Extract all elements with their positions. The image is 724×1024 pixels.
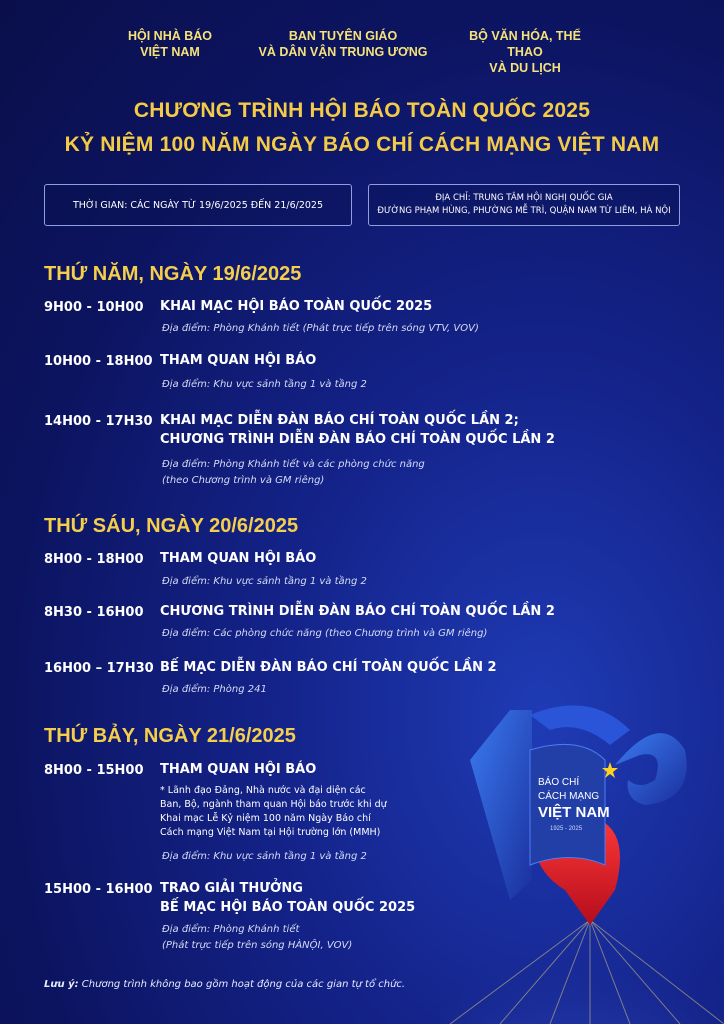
note-line: Cách mạng Việt Nam tại Hội trường lớn (MMH)	[160, 827, 381, 838]
event-time: 8H30 - 16H00	[44, 605, 144, 620]
event-location: Địa điểm: Khu vực sảnh tầng 1 và tầng 2	[162, 576, 367, 587]
event-location: Địa điểm: Phòng 241	[162, 684, 267, 695]
event-time: 8H00 - 18H00	[44, 552, 144, 567]
event-location-line2: (Phát trực tiếp trên sóng HÀNỘI, VOV)	[162, 940, 353, 951]
org-ministry-culture	[450, 28, 600, 76]
note-line: * Lãnh đạo Đảng, Nhà nước và đại diện các	[160, 785, 366, 796]
note-line: Khai mạc Lễ Kỷ niệm 100 năm Ngày Báo chí	[160, 813, 371, 824]
event-title: KHAI MẠC DIỄN ĐÀN BÁO CHÍ TOÀN QUỐC LẦN 2;	[160, 413, 519, 428]
event-title: BẾ MẠC DIỄN ĐÀN BÁO CHÍ TOÀN QUỐC LẦN 2	[160, 660, 497, 675]
event-location: Địa điểm: Khu vực sảnh tầng 1 và tầng 2	[162, 379, 367, 390]
event-time: 10H00 - 18H00	[44, 354, 153, 369]
org3-line1: BỘ VĂN HÓA, THỂ THAO	[469, 29, 581, 59]
event-title-line2: BẾ MẠC HỘI BÁO TOÀN QUỐC 2025	[160, 900, 416, 915]
logo-line3: VIỆT NAM	[538, 804, 610, 821]
footer-label: Lưu ý:	[44, 979, 79, 990]
day-heading: THỨ SÁU, NGÀY 20/6/2025	[44, 515, 299, 537]
event-title: THAM QUAN HỘI BÁO	[160, 551, 317, 566]
note-line: Ban, Bộ, ngành tham quan Hội báo trước khi dự	[160, 799, 387, 810]
event-location: Địa điểm: Phòng Khánh tiết (Phát trực tiếp trên sóng VTV, VOV)	[162, 323, 479, 334]
logo-line2: CÁCH MẠNG	[538, 791, 600, 802]
time-info-box	[44, 184, 352, 226]
event-title: KHAI MẠC HỘI BÁO TOÀN QUỐC 2025	[160, 299, 433, 314]
org1-line2: VIỆT NAM	[140, 45, 200, 59]
event-title: THAM QUAN HỘI BÁO	[160, 353, 317, 368]
event-title-line2: CHƯƠNG TRÌNH DIỄN ĐÀN BÁO CHÍ TOÀN QUỐC LẦN 2	[160, 432, 555, 447]
footer-note	[44, 979, 405, 990]
event-location: Địa điểm: Phòng Khánh tiết và các phòng chức năng	[162, 459, 425, 470]
page-subtitle: KỶ NIỆM 100 NĂM NGÀY BÁO CHÍ CÁCH MẠNG VIỆT NAM	[64, 133, 660, 156]
org-propaganda-commission	[258, 28, 428, 60]
day-heading: THỨ NĂM, NGÀY 19/6/2025	[44, 263, 302, 285]
org2-line1: BAN TUYÊN GIÁO	[288, 29, 398, 43]
event-location-line2: (theo Chương trình và GM riêng)	[162, 475, 325, 486]
blue-ribbon-top	[530, 705, 630, 745]
event-time: 15H00 - 16H00	[44, 882, 153, 897]
day-heading: THỨ BẢY, NGÀY 21/6/2025	[44, 725, 296, 747]
event-title: CHƯƠNG TRÌNH DIỄN ĐÀN BÁO CHÍ TOÀN QUỐC LẦN 2	[160, 604, 555, 619]
logo-years: 1925 - 2025	[550, 826, 583, 832]
footer-text: Chương trình không bao gồm hoạt động của các gian tự tổ chức.	[78, 979, 406, 990]
event-time: 16H00 – 17H30	[44, 661, 154, 676]
address-info-box	[368, 184, 680, 226]
event-time: 8H00 - 15H00	[44, 763, 144, 778]
event-title: THAM QUAN HỘI BÁO	[160, 762, 317, 777]
time-info: THỜI GIAN: CÁC NGÀY TỪ 19/6/2025 ĐẾN 21/6/2025	[72, 199, 323, 211]
anniversary-logo	[440, 650, 724, 1024]
event-title: TRAO GIẢI THƯỞNG	[160, 881, 303, 896]
org1-line1: HỘI NHÀ BÁO	[127, 29, 213, 43]
address-line2: ĐƯỜNG PHẠM HÙNG, PHƯỜNG MỄ TRÌ, QUẬN NAM TỪ LIÊM, HÀ NỘI	[377, 206, 671, 216]
org-vietnam-journalists-association	[120, 28, 220, 60]
event-time: 9H00 - 10H00	[44, 300, 144, 315]
address-line1: ĐỊA CHỈ: TRUNG TÂM HỘI NGHỊ QUỐC GIA	[435, 193, 613, 203]
event-time: 14H00 - 17H30	[44, 414, 153, 429]
org3-line2: VÀ DU LỊCH	[489, 61, 561, 75]
event-location: Địa điểm: Các phòng chức năng (theo Chương trình và GM riêng)	[162, 628, 488, 639]
blue-ribbon-six	[615, 733, 687, 805]
logo-line1: BÁO CHÍ	[538, 777, 580, 788]
event-note	[160, 784, 420, 840]
event-location: Địa điểm: Khu vực sảnh tầng 1 và tầng 2	[162, 851, 367, 862]
page-title: CHƯƠNG TRÌNH HỘI BÁO TOÀN QUỐC 2025	[133, 99, 591, 122]
event-location: Địa điểm: Phòng Khánh tiết	[162, 924, 300, 935]
org2-line2: VÀ DÂN VẬN TRUNG ƯƠNG	[258, 45, 428, 59]
